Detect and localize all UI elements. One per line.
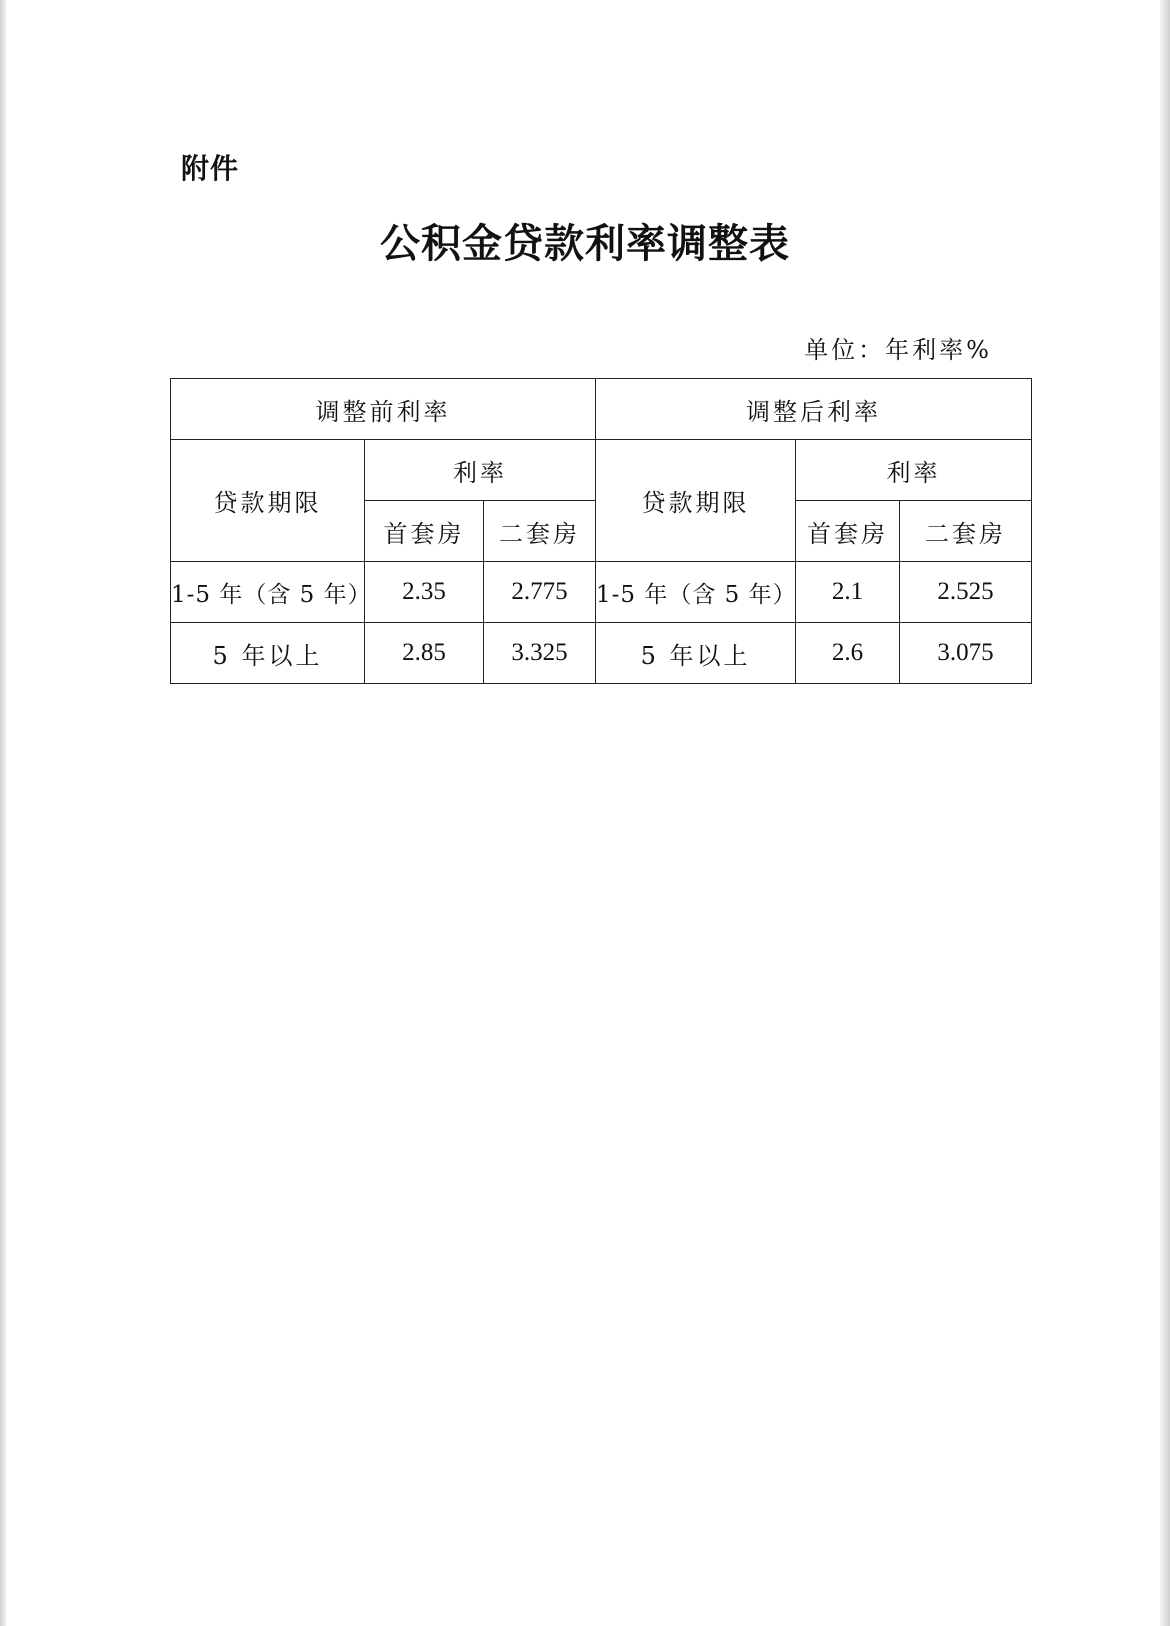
group-header-before: 调整前利率 [171,379,596,440]
cell-term-before: 5 年以上 [171,623,365,684]
header-second-home-before: 二套房 [484,501,596,562]
document-title: 公积金贷款利率调整表 [380,221,790,267]
attachment-label: 附件 [181,152,240,185]
cell-second-after: 2.525 [900,562,1032,623]
cell-term-before: 1-5 年（含 5 年） [171,562,365,623]
header-rate-before: 利率 [365,440,596,501]
header-term-before: 贷款期限 [171,440,365,562]
cell-term-after: 1-5 年（含 5 年） [596,562,796,623]
table-row [171,562,1032,623]
cell-second-before: 3.325 [484,623,596,684]
cell-term-after: 5 年以上 [596,623,796,684]
cell-first-before: 2.35 [365,562,484,623]
header-first-home-after: 首套房 [796,501,900,562]
header-term-after: 贷款期限 [596,440,796,562]
unit-note: 单位：年利率% [804,336,992,364]
cell-second-before: 2.775 [484,562,596,623]
table-header-row [171,440,1032,501]
cell-second-after: 3.075 [900,623,1032,684]
header-rate-after: 利率 [796,440,1032,501]
group-header-after: 调整后利率 [596,379,1032,440]
rate-adjustment-table [170,378,1032,684]
cell-first-after: 2.6 [796,623,900,684]
table-group-header-row [171,379,1032,440]
header-second-home-after: 二套房 [900,501,1032,562]
cell-first-after: 2.1 [796,562,900,623]
table-row [171,623,1032,684]
header-first-home-before: 首套房 [365,501,484,562]
cell-first-before: 2.85 [365,623,484,684]
